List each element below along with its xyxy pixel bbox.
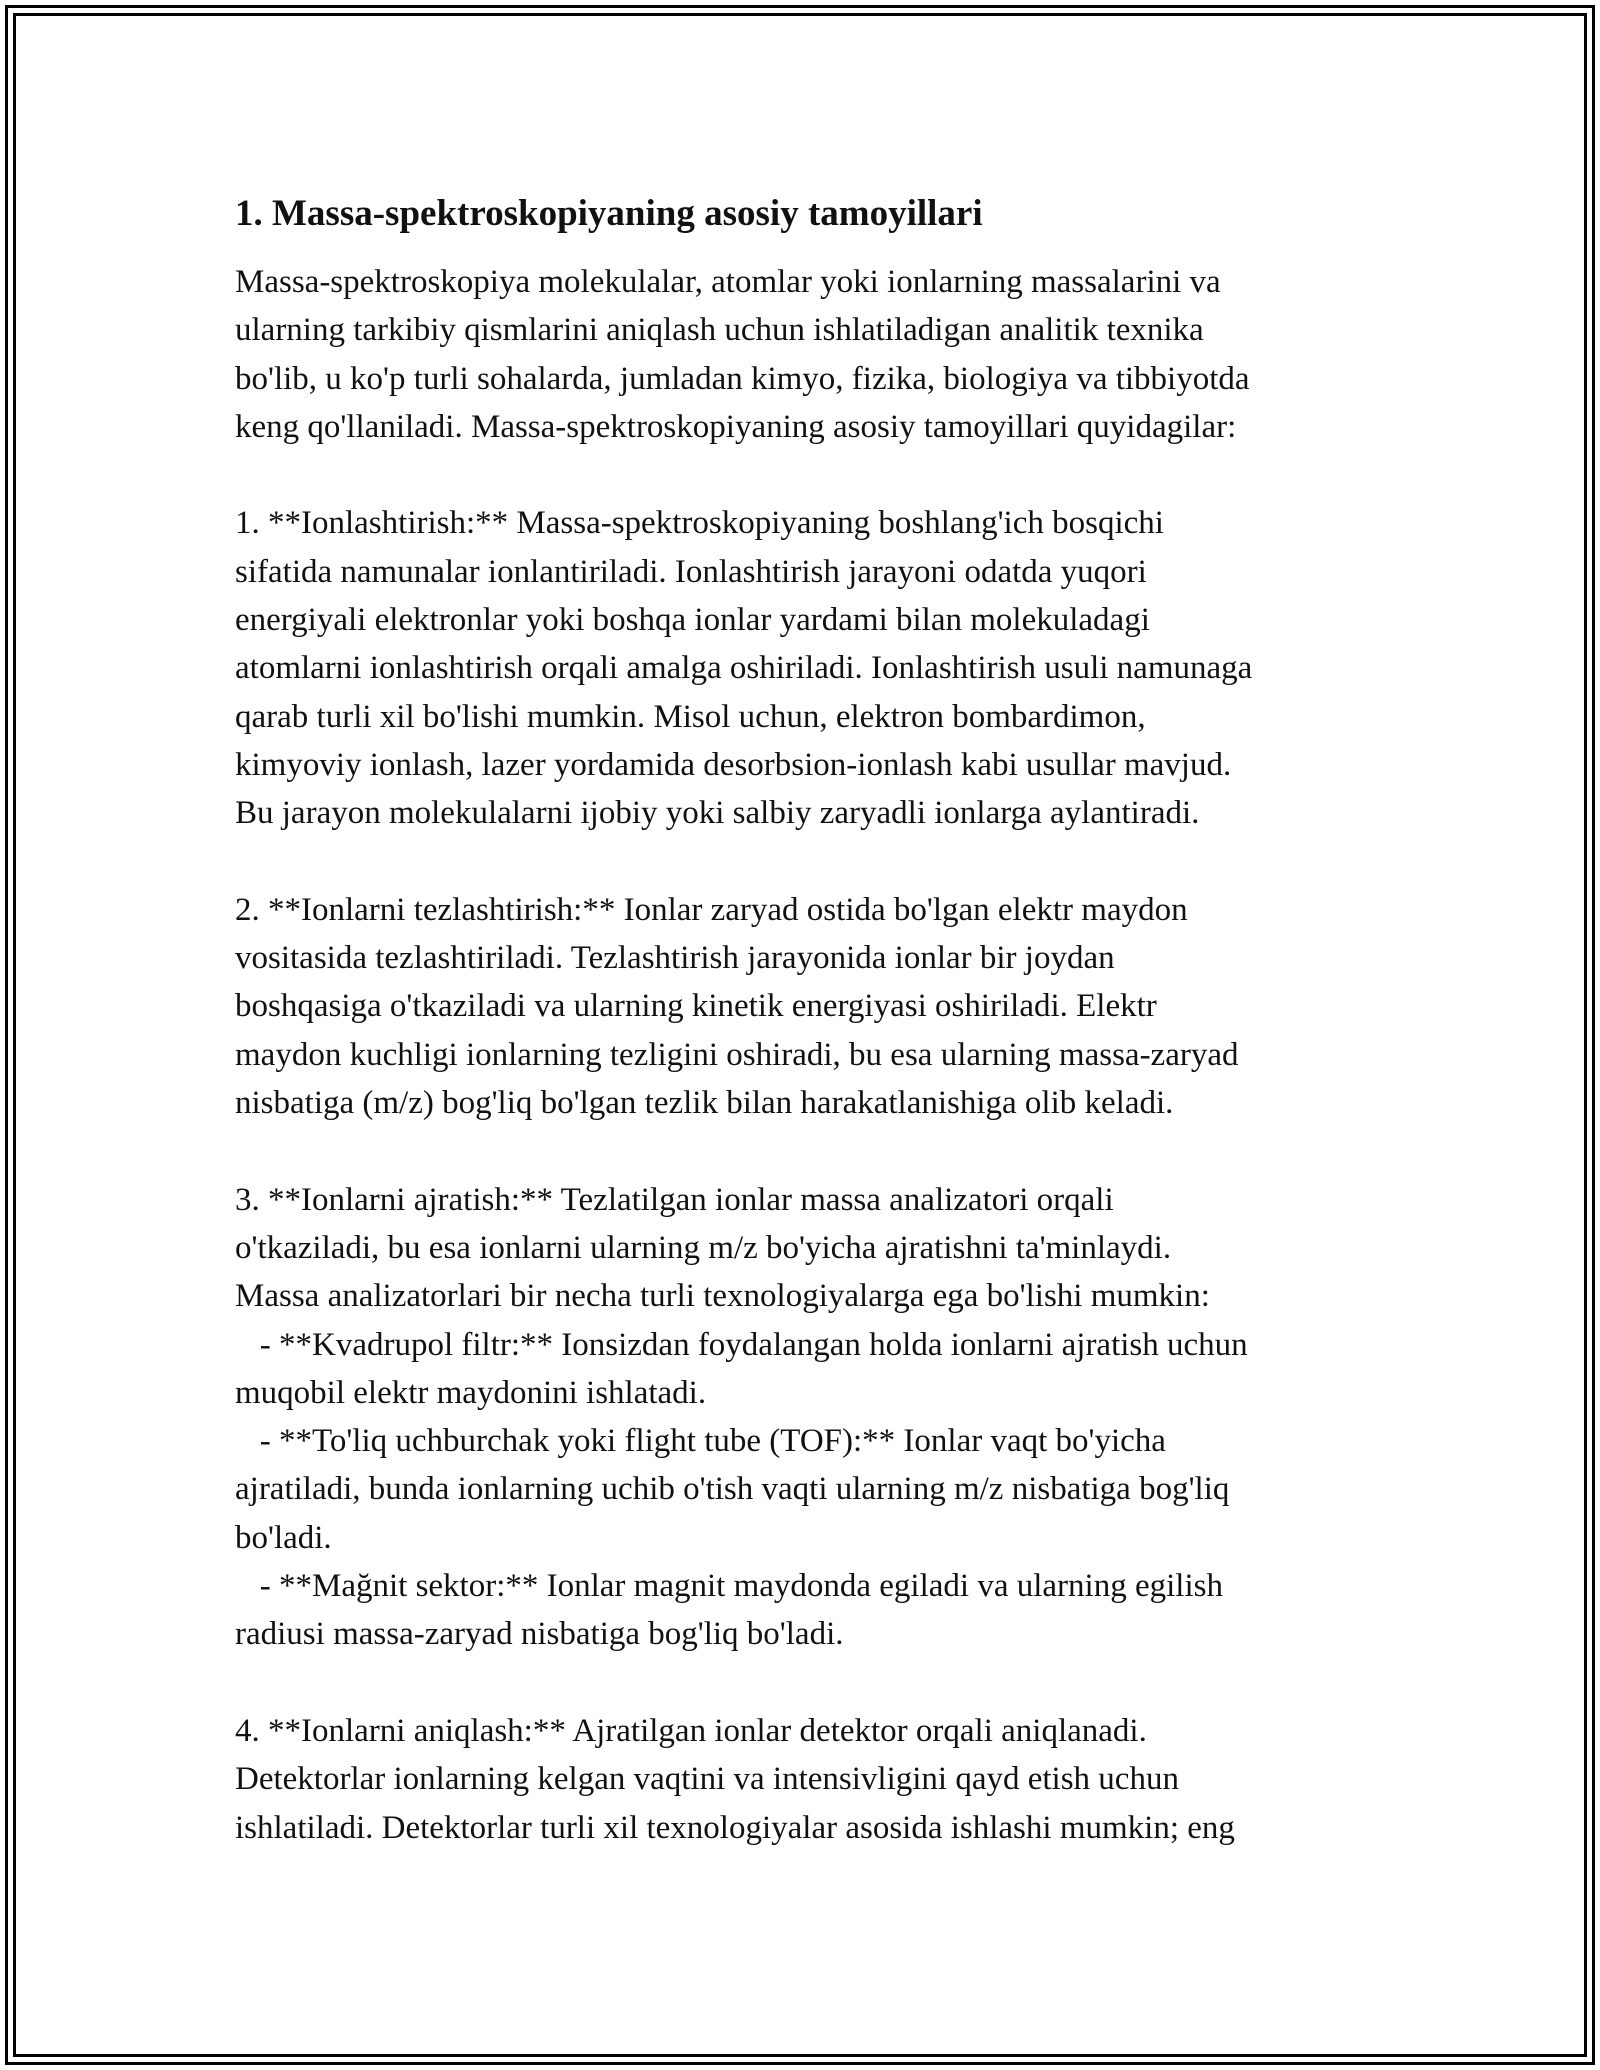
- text-line: ularning tarkibiy qismlarini aniqlash uchun ishlatiladigan analitik texnika: [235, 312, 1204, 349]
- text-line: - **Kvadrupol filtr:** Ionsizdan foydalangan holda ionlarni ajratish uchun: [235, 1326, 1248, 1363]
- text-line: o'tkaziladi, bu esa ionlarni ularning m/z bo'yicha ajratishni ta'minlaydi.: [235, 1229, 1172, 1266]
- document-body: [235, 258, 1375, 1852]
- text-line: ishlatiladi. Detektorlar turli xil texnologiyalar asosida ishlashi mumkin; eng: [235, 1809, 1235, 1846]
- paragraph-spacer: [235, 451, 1375, 499]
- text-line: Massa analizatorlari bir necha turli texnologiyalarga ega bo'lishi mumkin:: [235, 1278, 1210, 1315]
- text-line: boshqasiga o'tkaziladi va ularning kinetik energiyasi oshiriladi. Elektr: [235, 988, 1157, 1025]
- text-line: bo'lib, u ko'p turli sohalarda, jumladan kimyo, fizika, biologiya va tibbiyotda: [235, 360, 1250, 397]
- text-line: maydon kuchligi ionlarning tezligini oshiradi, bu esa ularning massa-zaryad: [235, 1036, 1239, 1073]
- document-title: 1. Massa-spektroskopiyaning asosiy tamoyillari: [235, 193, 983, 234]
- text-line: bo'ladi.: [235, 1519, 332, 1556]
- text-line: energiyali elektronlar yoki boshqa ionlar yardami bilan molekuladagi: [235, 602, 1150, 639]
- text-line: muqobil elektr maydonini ishlatadi.: [235, 1374, 707, 1411]
- text-line: Massa-spektroskopiya molekulalar, atomlar yoki ionlarning massalarini va: [235, 264, 1221, 300]
- text-line: 2. **Ionlarni tezlashtirish:** Ionlar zaryad ostida bo'lgan elektr maydon: [235, 891, 1188, 928]
- text-line: keng qo'llaniladi. Massa-spektroskopiyaning asosiy tamoyillari quyidagilar:: [235, 408, 1237, 445]
- paragraph-spacer: [235, 1659, 1375, 1707]
- text-line: 3. **Ionlarni ajratish:** Tezlatilgan ionlar massa analizatori orqali: [235, 1181, 1114, 1218]
- text-line: atomlarni ionlashtirish orqali amalga oshiriladi. Ionlashtirish usuli namunaga: [235, 650, 1253, 687]
- text-line: Bu jarayon molekulalarni ijobiy yoki salbiy zaryadli ionlarga aylantiradi.: [235, 795, 1200, 832]
- text-line: - **To'liq uchburchak yoki flight tube (TOF):** Ionlar vaqt bo'yicha: [235, 1423, 1166, 1460]
- paragraph-spacer: [235, 838, 1375, 886]
- text-line: 1. **Ionlashtirish:** Massa-spektroskopiyaning boshlang'ich bosqichi: [235, 505, 1164, 542]
- text-line: Detektorlar ionlarning kelgan vaqtini va intensivligini qayd etish uchun: [235, 1761, 1179, 1798]
- text-line: qarab turli xil bo'lishi mumkin. Misol uchun, elektron bombardimon,: [235, 698, 1146, 735]
- text-line: vositasida tezlashtiriladi. Tezlashtirish jarayonida ionlar bir joydan: [235, 940, 1115, 977]
- text-line: kimyoviy ionlash, lazer yordamida desorbsion-ionlash kabi usullar mavjud.: [235, 746, 1232, 783]
- document-content: [235, 188, 1375, 1852]
- paragraph-spacer: [235, 1127, 1375, 1175]
- text-line: ajratiladi, bunda ionlarning uchib o'tish vaqti ularning m/z nisbatiga bog'liq: [235, 1471, 1230, 1508]
- text-line: 4. **Ionlarni aniqlash:** Ajratilgan ionlar detektor orqali aniqlanadi.: [235, 1712, 1147, 1749]
- text-line: - **Mağnit sektor:** Ionlar magnit maydonda egiladi va ularning egilish: [235, 1568, 1223, 1605]
- text-line: nisbatiga (m/z) bog'liq bo'lgan tezlik bilan harakatlanishiga olib keladi.: [235, 1085, 1174, 1122]
- text-line: sifatida namunalar ionlantiriladi. Ionlashtirish jarayoni odatda yuqori: [235, 553, 1147, 590]
- text-line: radiusi massa-zaryad nisbatiga bog'liq bo'ladi.: [235, 1616, 844, 1653]
